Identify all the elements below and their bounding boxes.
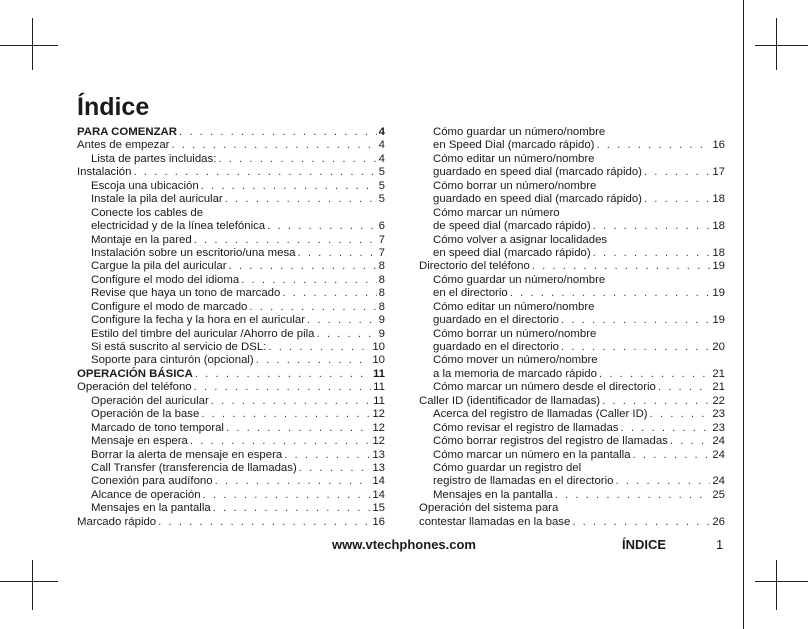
toc-entry-title: guardado en el directorio — [433, 314, 560, 327]
toc-entry-title: Cómo marcar un número en la pantalla — [433, 448, 631, 461]
toc-entry-title: Revise que haya un tono de marcado — [91, 287, 281, 300]
dot-leader — [229, 260, 377, 273]
dot-leader — [241, 274, 376, 287]
dot-leader — [670, 435, 710, 448]
toc-entry — [77, 234, 385, 247]
toc-entry-page: 16 — [372, 515, 385, 528]
dot-leader — [658, 381, 710, 394]
dot-leader — [532, 260, 711, 273]
toc-entry-title: de speed dial (marcado rápido) — [433, 220, 591, 233]
toc-entry-page: 18 — [712, 246, 725, 259]
toc-entry-page: 15 — [372, 502, 385, 515]
toc-entry-title: Acerca del registro de llamadas (Caller ID) — [433, 408, 648, 421]
toc-entry-continuation: Conecte los cables de — [91, 206, 204, 219]
toc-entry — [77, 462, 385, 475]
toc-entry-page: 6 — [378, 220, 385, 233]
dot-leader — [572, 516, 710, 529]
toc-entry — [419, 247, 725, 260]
toc-entry — [419, 422, 725, 435]
toc-entry-page: 4 — [378, 139, 385, 152]
dot-leader — [602, 395, 710, 408]
toc-entry-page: 5 — [378, 193, 385, 206]
toc-entry-page: 23 — [712, 408, 725, 421]
toc-entry-page: 26 — [712, 515, 725, 528]
toc-entry-title: OPERACIÓN BÁSICA — [77, 367, 193, 380]
toc-entry — [77, 449, 385, 462]
toc-entry-page: 11 — [373, 394, 385, 407]
toc-entry-page: 21 — [712, 381, 725, 394]
toc-entry-page: 5 — [378, 166, 385, 179]
toc-entry-title: Instalación — [77, 166, 132, 179]
dot-leader — [179, 126, 377, 139]
toc-entry-page: 14 — [372, 475, 385, 488]
dot-leader — [201, 180, 377, 193]
toc-entry-title: Estilo del timbre del auricular /Ahorro de pila — [91, 327, 315, 340]
dot-leader — [596, 139, 710, 152]
toc-entry-page: 5 — [378, 179, 385, 192]
toc-entry-page: 7 — [378, 233, 385, 246]
toc-entry-page: 13 — [372, 461, 385, 474]
toc-entry-page: 16 — [712, 139, 725, 152]
toc-entry-title: Mensaje en espera — [91, 435, 188, 448]
toc-entry-title: Operación del auricular — [91, 394, 209, 407]
toc-entry — [77, 422, 385, 435]
dot-leader — [561, 314, 710, 327]
toc-entry-page: 22 — [712, 394, 725, 407]
toc-entry-page: 25 — [712, 488, 725, 501]
toc-entry-page: 8 — [378, 287, 385, 300]
crop-mark-bottom-right-v — [776, 560, 777, 610]
toc-entry — [77, 395, 385, 408]
toc-entry-title: contestar llamadas en la base — [419, 515, 571, 528]
toc-entry-title: Cómo borrar registros del registro de llamadas — [433, 435, 668, 448]
dot-leader — [194, 381, 372, 394]
toc-entry-page: 9 — [378, 327, 385, 340]
toc-entry — [77, 193, 385, 206]
toc-entry-page: 24 — [712, 448, 725, 461]
toc-entry — [77, 516, 385, 529]
toc-entry-title: Si está suscrito al servicio de DSL: — [91, 341, 267, 353]
toc-entry-page: 18 — [712, 220, 725, 233]
toc-entry-title: Alcance de operación — [91, 488, 201, 501]
toc-entry-title: en speed dial (marcado rápido) — [433, 246, 591, 259]
toc-entry-continuation: Operación del sistema para — [419, 502, 559, 515]
dot-leader — [268, 341, 370, 354]
toc-entry-title: registro de llamadas en el directorio — [433, 475, 614, 488]
toc-entry-title: Conexión para audífono — [91, 475, 213, 488]
dot-leader — [284, 449, 370, 462]
toc-entry-title: electricidad y de la línea telefónica — [91, 220, 266, 233]
toc-entry-title: Borrar la alerta de mensaje en espera — [91, 448, 283, 461]
toc-entry-page: 12 — [372, 408, 385, 421]
dot-leader — [190, 435, 370, 448]
dot-leader — [650, 408, 711, 421]
dot-leader — [133, 166, 376, 179]
toc-entry — [77, 328, 385, 341]
toc-entry-page: 11 — [372, 367, 385, 380]
toc-entry-page: 14 — [372, 488, 385, 501]
dot-leader — [599, 368, 710, 381]
dot-leader — [561, 341, 710, 354]
toc-entry — [77, 139, 385, 152]
toc-entry — [77, 489, 385, 502]
toc-entry-title: guardado en speed dial (marcado rápido) — [433, 193, 642, 206]
toc-entry — [77, 408, 385, 421]
dot-leader — [226, 422, 370, 435]
toc-entry — [77, 368, 385, 381]
toc-entry — [419, 287, 725, 300]
toc-entry — [419, 368, 725, 381]
toc-entry-page: 8 — [378, 300, 385, 313]
dot-leader — [225, 193, 377, 206]
toc-entry-page: 4 — [378, 126, 385, 138]
toc-entry-page: 13 — [372, 448, 385, 461]
crop-mark-bottom-right-h — [755, 581, 808, 582]
toc-entry-continuation: Cómo mover un número/nombre — [433, 354, 598, 367]
toc-entry-title: Configure la fecha y la hora en el auricular — [91, 314, 306, 327]
toc-entry-title: Operación de la base — [91, 408, 200, 421]
toc-entry-title: Escoja una ubicación — [91, 179, 199, 192]
dot-leader — [249, 301, 376, 314]
toc-entry — [77, 502, 385, 515]
toc-right-column — [419, 126, 725, 529]
dot-leader — [218, 153, 376, 166]
toc-entry-title: Montaje en la pared — [91, 233, 192, 246]
toc-entry — [77, 301, 385, 314]
toc-entry-continuation: Cómo borrar un número/nombre — [433, 327, 597, 340]
page-title: Índice — [77, 93, 150, 121]
toc-entry-page: 17 — [712, 166, 725, 179]
dot-leader — [644, 166, 710, 179]
toc-entry — [77, 475, 385, 488]
toc-entry-page: 18 — [712, 193, 725, 206]
toc-entry-continuation: Cómo guardar un número/nombre — [433, 126, 606, 138]
toc-entry — [77, 247, 385, 260]
toc-entry-title: en el directorio — [433, 287, 508, 300]
toc-entry-page: 10 — [372, 354, 385, 367]
dot-leader — [256, 354, 371, 367]
toc-entry-title: guardado en el directorio — [433, 341, 560, 353]
toc-entry-page: 24 — [712, 475, 725, 488]
toc-entry — [419, 220, 725, 233]
toc-entry-page: 19 — [712, 260, 725, 273]
toc-entry — [419, 341, 725, 354]
crop-mark-bottom-left-h — [0, 581, 58, 582]
toc-entry — [419, 489, 725, 502]
toc-entry-title: Cómo marcar un número desde el directorio — [433, 381, 656, 394]
toc-entry-page: 4 — [378, 152, 385, 165]
toc-entry — [419, 449, 725, 462]
dot-leader — [644, 193, 710, 206]
toc-entry-title: Operación del teléfono — [77, 381, 192, 394]
crop-mark-top-right-v — [776, 18, 777, 70]
toc-entry-title: Lista de partes incluidas: — [91, 152, 217, 165]
toc-entry-page: 12 — [372, 435, 385, 448]
toc-entry-title: Directorio del teléfono — [419, 260, 530, 273]
toc-entry-title: guardado en speed dial (marcado rápido) — [433, 166, 642, 179]
toc-entry — [419, 475, 725, 488]
toc-entry-page: 12 — [372, 421, 385, 434]
dot-leader — [299, 462, 371, 475]
toc-entry — [77, 341, 385, 354]
dot-leader — [317, 328, 377, 341]
footer-page-number: 1 — [716, 537, 724, 552]
dot-leader — [593, 220, 711, 233]
toc-entry — [77, 314, 385, 327]
dot-leader — [201, 408, 370, 421]
toc-entry — [77, 435, 385, 448]
crop-mark-top-left-h — [0, 45, 58, 46]
dot-leader — [195, 368, 371, 381]
toc-entry — [419, 516, 725, 529]
toc-entry — [77, 180, 385, 193]
toc-entry — [77, 274, 385, 287]
toc-entry — [77, 260, 385, 273]
toc-entry — [419, 314, 725, 327]
toc-entry-title: Call Transfer (transferencia de llamadas) — [91, 461, 297, 474]
dot-leader — [633, 449, 711, 462]
toc-entry — [77, 153, 385, 166]
dot-leader — [621, 422, 711, 435]
toc-entry-continuation: Cómo editar un número/nombre — [433, 300, 595, 313]
toc-entry-title: Instalación sobre un escritorio/una mesa — [91, 246, 296, 259]
toc-entry-continuation: Cómo marcar un número — [433, 206, 560, 219]
toc-entry-page: 8 — [378, 260, 385, 273]
toc-entry — [77, 354, 385, 367]
toc-entry — [77, 220, 385, 233]
toc-entry-page: 19 — [712, 314, 725, 327]
toc-entry-title: en Speed Dial (marcado rápido) — [433, 139, 595, 152]
footer-url: www.vtechphones.com — [332, 537, 476, 552]
dot-leader — [593, 247, 711, 260]
dot-leader — [510, 287, 711, 300]
toc-entry-title: Cómo revisar el registro de llamadas — [433, 421, 619, 434]
toc-entry-title: Marcado rápido — [77, 515, 157, 528]
dot-leader — [215, 475, 371, 488]
toc-entry-title: Instale la pila del auricular — [91, 193, 223, 206]
toc-entry-title: Configure el modo del idioma — [91, 273, 240, 286]
toc-entry — [419, 435, 725, 448]
toc-entry-page: 8 — [378, 273, 385, 286]
toc-entry-page: 10 — [372, 341, 385, 353]
toc-entry-continuation: Cómo volver a asignar localidades — [433, 233, 608, 246]
toc-entry — [419, 166, 725, 179]
toc-entry — [77, 166, 385, 179]
dot-leader — [158, 516, 370, 529]
toc-entry-page: 20 — [712, 341, 725, 353]
toc-entry-title: a la memoria de marcado rápido — [433, 367, 597, 380]
toc-entry-title: Cargue la pila del auricular — [91, 260, 227, 273]
dot-leader — [615, 475, 710, 488]
toc-entry-page: 24 — [712, 435, 725, 448]
toc-entry-title: Marcado de tono temporal — [91, 421, 224, 434]
toc-left-column — [77, 126, 385, 529]
toc-entry-title: Soporte para cinturón (opcional) — [91, 354, 254, 367]
footer-section-label: ÍNDICE — [622, 537, 667, 552]
toc-entry-page: 23 — [712, 421, 725, 434]
toc-entry — [419, 260, 725, 273]
toc-entry-continuation: Cómo borrar un número/nombre — [433, 179, 597, 192]
crop-mark-bottom-left-v — [32, 560, 33, 610]
toc-entry-title: Configure el modo de marcado — [91, 300, 248, 313]
dot-leader — [213, 502, 371, 515]
toc-entry — [419, 408, 725, 421]
dot-leader — [282, 287, 376, 300]
toc-entry-title: PARA COMENZAR — [77, 126, 177, 138]
dot-leader — [307, 314, 377, 327]
toc-entry — [419, 381, 725, 394]
toc-entry-page: 11 — [373, 381, 385, 394]
toc-entry-title: Caller ID (identificador de llamadas) — [419, 394, 601, 407]
toc-entry — [419, 193, 725, 206]
dot-leader — [203, 489, 371, 502]
toc-entry — [77, 381, 385, 394]
crop-mark-right-vertical — [743, 0, 744, 629]
dot-leader — [194, 234, 377, 247]
toc-entry — [77, 287, 385, 300]
toc-entry-page: 19 — [712, 287, 725, 300]
toc-entry-page: 21 — [712, 367, 725, 380]
dot-leader — [171, 139, 376, 152]
toc-entry — [77, 126, 385, 139]
dot-leader — [298, 247, 377, 260]
toc-entry-continuation: Cómo guardar un registro del — [433, 461, 582, 474]
crop-mark-top-right-h — [755, 45, 808, 46]
toc-entry-continuation: Cómo guardar un número/nombre — [433, 273, 606, 286]
dot-leader — [267, 220, 377, 233]
dot-leader — [211, 395, 371, 408]
toc-entry — [419, 139, 725, 152]
dot-leader — [555, 489, 711, 502]
crop-mark-top-left-v — [32, 18, 33, 70]
toc-entry — [419, 395, 725, 408]
toc-entry-page: 7 — [378, 246, 385, 259]
toc-entry-title: Mensajes en la pantalla — [433, 488, 553, 501]
toc-entry-title: Antes de empezar — [77, 139, 170, 152]
toc-entry-page: 9 — [378, 314, 385, 327]
toc-entry-continuation: Cómo editar un número/nombre — [433, 152, 595, 165]
toc-entry-title: Mensajes en la pantalla — [91, 502, 211, 515]
